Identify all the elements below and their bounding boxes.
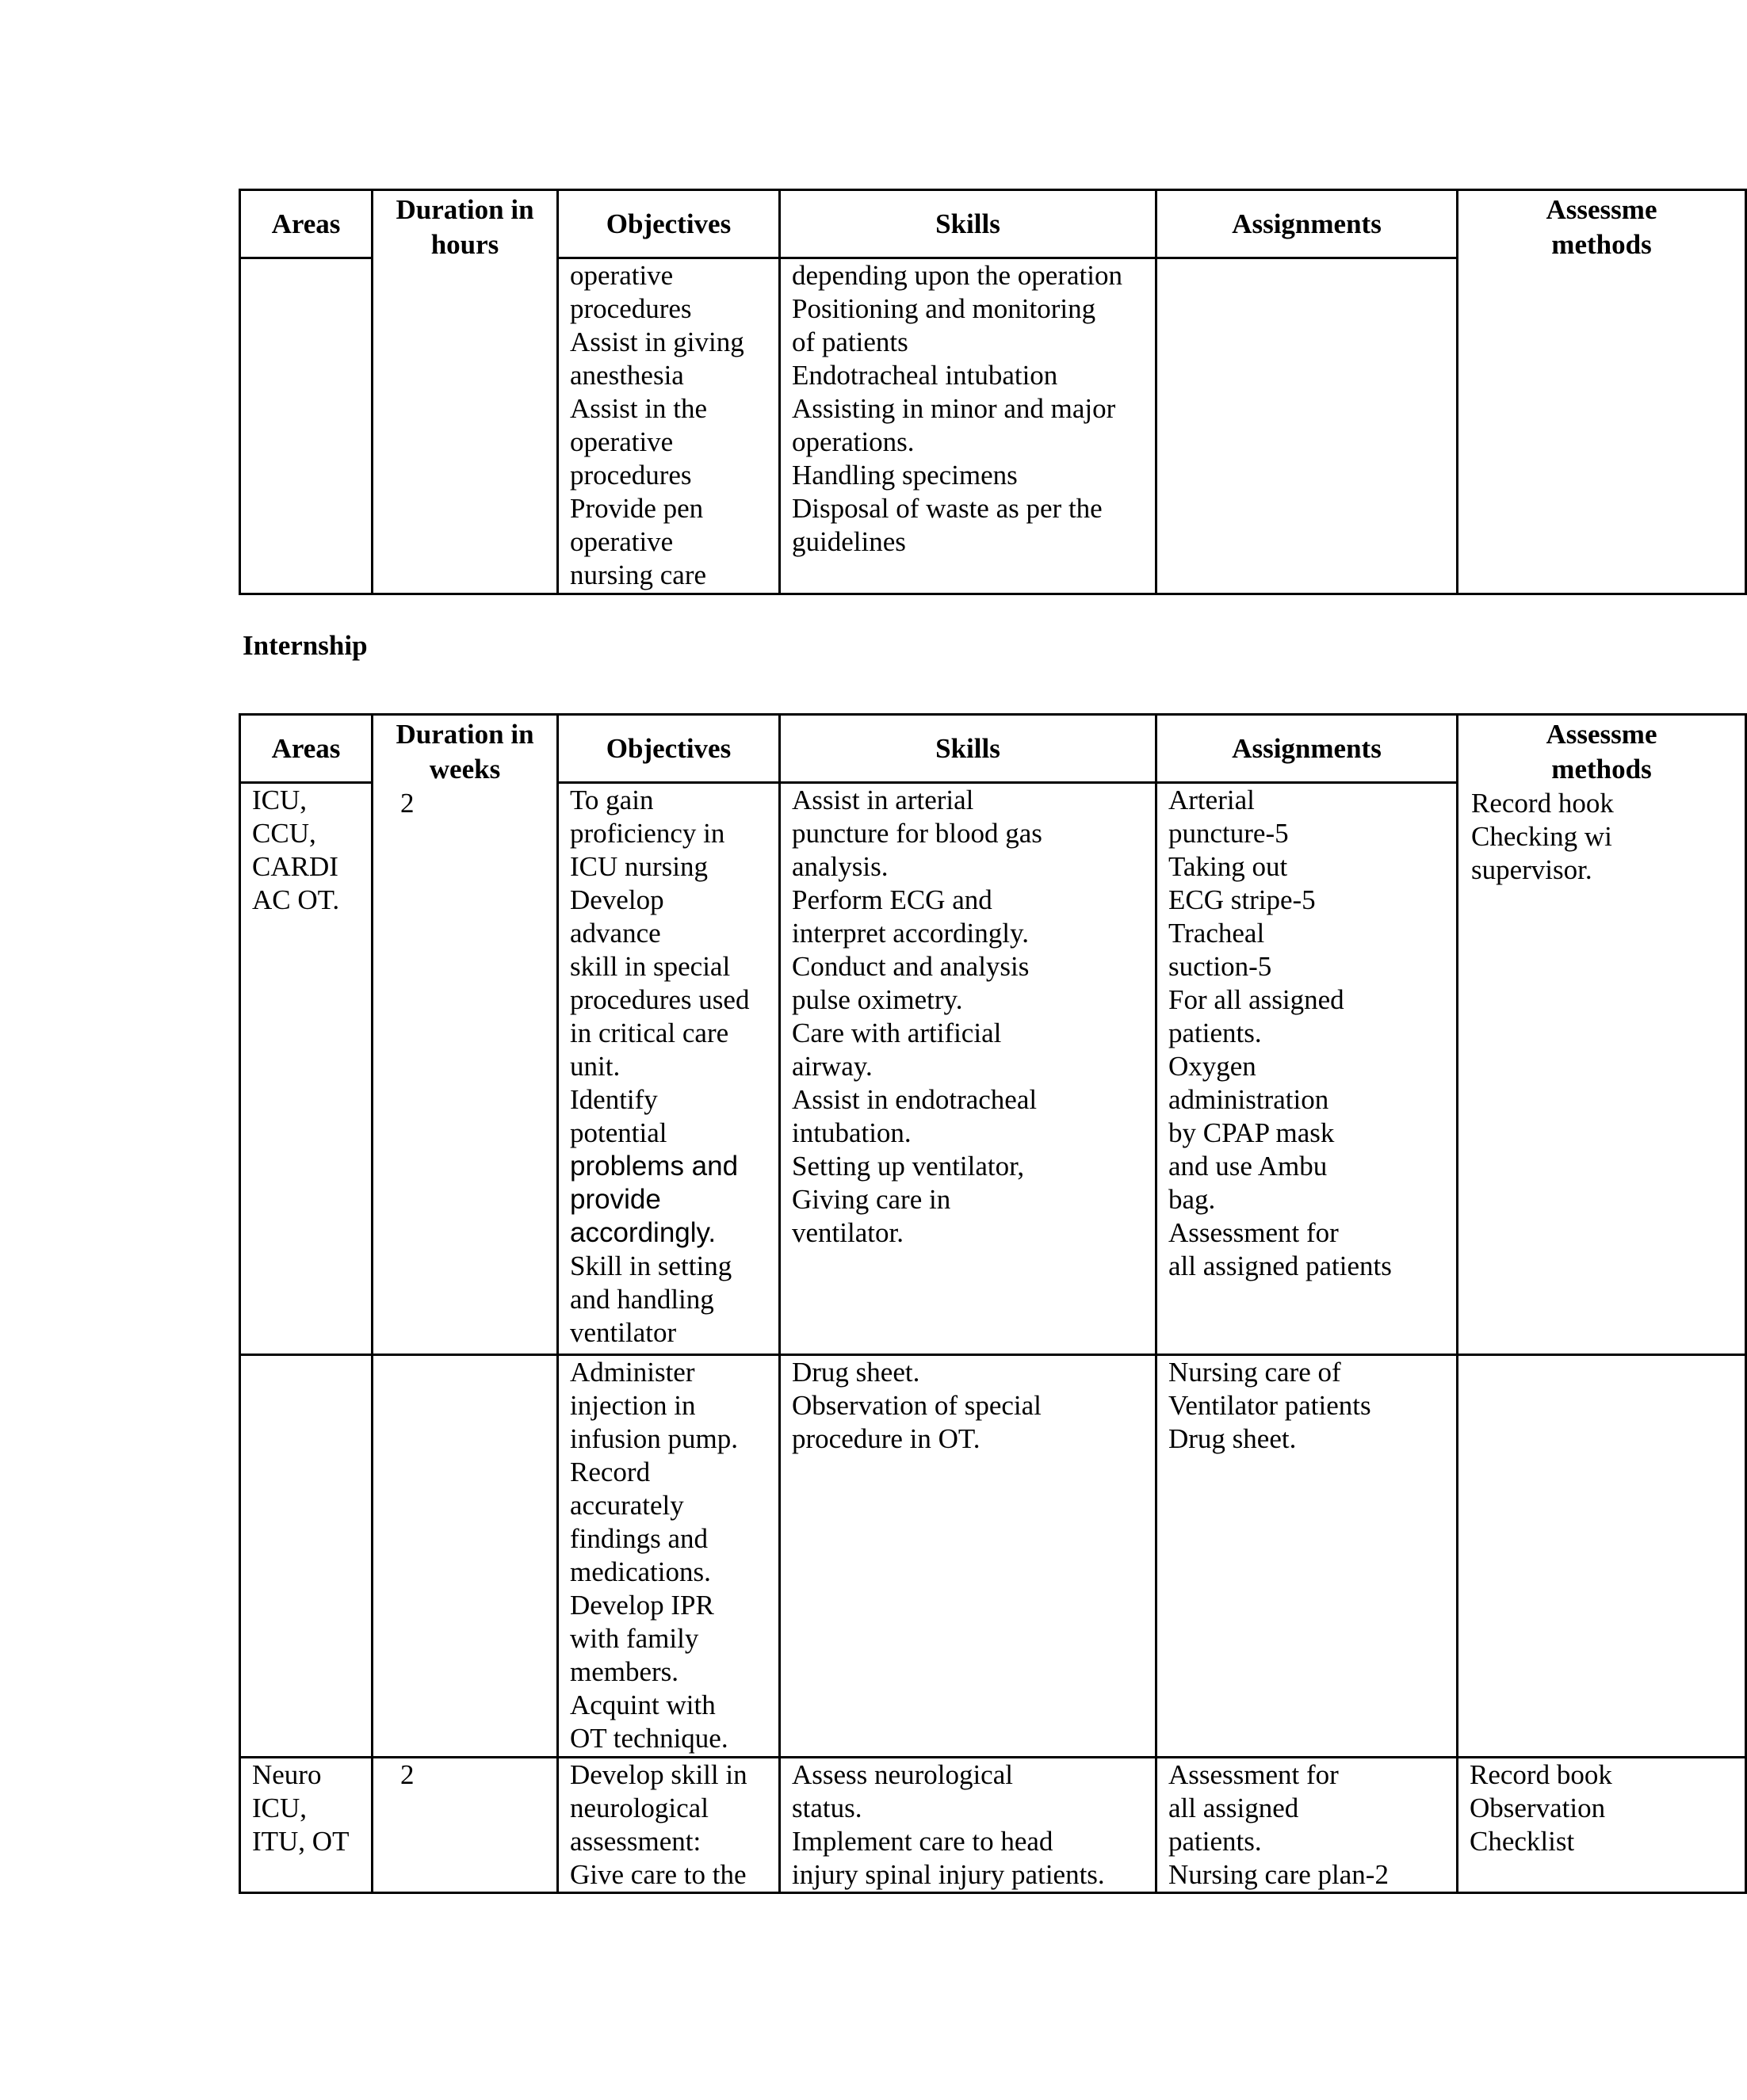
header-skills: Skills — [780, 190, 1156, 258]
cell-assignments: Arterial puncture-5 Taking out ECG stripe-5 Tracheal suction-5 For all assigned patients. Oxygen administration by CPAP mask and use Ambu bag. Assessment for all assigned patients — [1156, 783, 1458, 1355]
cell-skills: depending upon the operation Positioning and monitoring of patients Endotracheal intubation Assisting in minor and major operations. Handling specimens Disposal of waste as per the guidelines — [780, 258, 1156, 594]
objectives-part-3: Skill in setting and handling ventilator — [570, 1250, 732, 1348]
cell-objectives: Develop skill in neurological assessment: Give care to the — [558, 1758, 780, 1893]
internship-table — [239, 713, 1747, 1894]
cell-assessment — [1458, 1355, 1746, 1758]
cell-assignments — [1156, 258, 1458, 594]
cell-skills: Assist in arterial puncture for blood gas analysis. Perform ECG and interpret accordingly. Conduct and analysis pulse oximetry. Care with artificial airway. Assist in endotracheal intubation. Setting up ventilator, Giving care in ventilator. — [780, 783, 1156, 1355]
cell-areas — [240, 258, 373, 594]
section-title: Internship — [243, 630, 368, 661]
header-duration-label: Duration in hours — [396, 194, 534, 260]
header-assessment — [1458, 190, 1746, 594]
objectives-part-2: problems and provide accordingly. — [570, 1151, 739, 1248]
cell-duration: 2 — [373, 1758, 558, 1893]
header-assessment — [1458, 715, 1746, 1355]
cell-skills: Drug sheet. Observation of special procedure in OT. — [780, 1355, 1156, 1758]
cell-objectives — [558, 783, 780, 1355]
curriculum-table-continuation — [239, 189, 1747, 595]
header-duration-label: Duration in weeks — [396, 719, 534, 785]
header-assignments: Assignments — [1156, 715, 1458, 783]
cell-skills: Assess neurological status. Implement care to head injury spinal injury patients. — [780, 1758, 1156, 1893]
table-row — [240, 1758, 1746, 1893]
cell-duration: 2 — [400, 788, 415, 819]
header-assessment-label: Assessme methods — [1546, 719, 1657, 785]
header-duration — [373, 715, 558, 1355]
header-areas: Areas — [240, 190, 373, 258]
cell-assessment: Record hook Checking wi supervisor. — [1471, 788, 1614, 885]
cell-assignments: Nursing care of Ventilator patients Drug sheet. — [1156, 1355, 1458, 1758]
table-header-row — [240, 190, 1746, 258]
header-objectives: Objectives — [558, 715, 780, 783]
cell-areas: Neuro ICU, ITU, OT — [240, 1758, 373, 1893]
header-duration — [373, 190, 558, 594]
header-areas: Areas — [240, 715, 373, 783]
header-skills: Skills — [780, 715, 1156, 783]
cell-assignments: Assessment for all assigned patients. Nursing care plan-2 — [1156, 1758, 1458, 1893]
cell-areas — [240, 1355, 373, 1758]
cell-objectives: Administer injection in infusion pump. Record accurately findings and medications. Develop IPR with family members. Acquint with OT technique. — [558, 1355, 780, 1758]
cell-objectives: operative procedures Assist in giving anesthesia Assist in the operative procedures Provide pen operative nursing care — [558, 258, 780, 594]
header-objectives: Objectives — [558, 190, 780, 258]
table-row — [240, 1355, 1746, 1758]
header-assignments: Assignments — [1156, 190, 1458, 258]
cell-areas: ICU, CCU, CARDI AC OT. — [240, 783, 373, 1355]
header-assessment-label: Assessme methods — [1546, 194, 1657, 260]
cell-assessment: Record book Observation Checklist — [1458, 1758, 1746, 1893]
objectives-part-1: To gain proficiency in ICU nursing Develop advance skill in special procedures used in critical care unit. Identify potential — [570, 785, 750, 1148]
cell-duration — [373, 1355, 558, 1758]
table-header-row — [240, 715, 1746, 783]
